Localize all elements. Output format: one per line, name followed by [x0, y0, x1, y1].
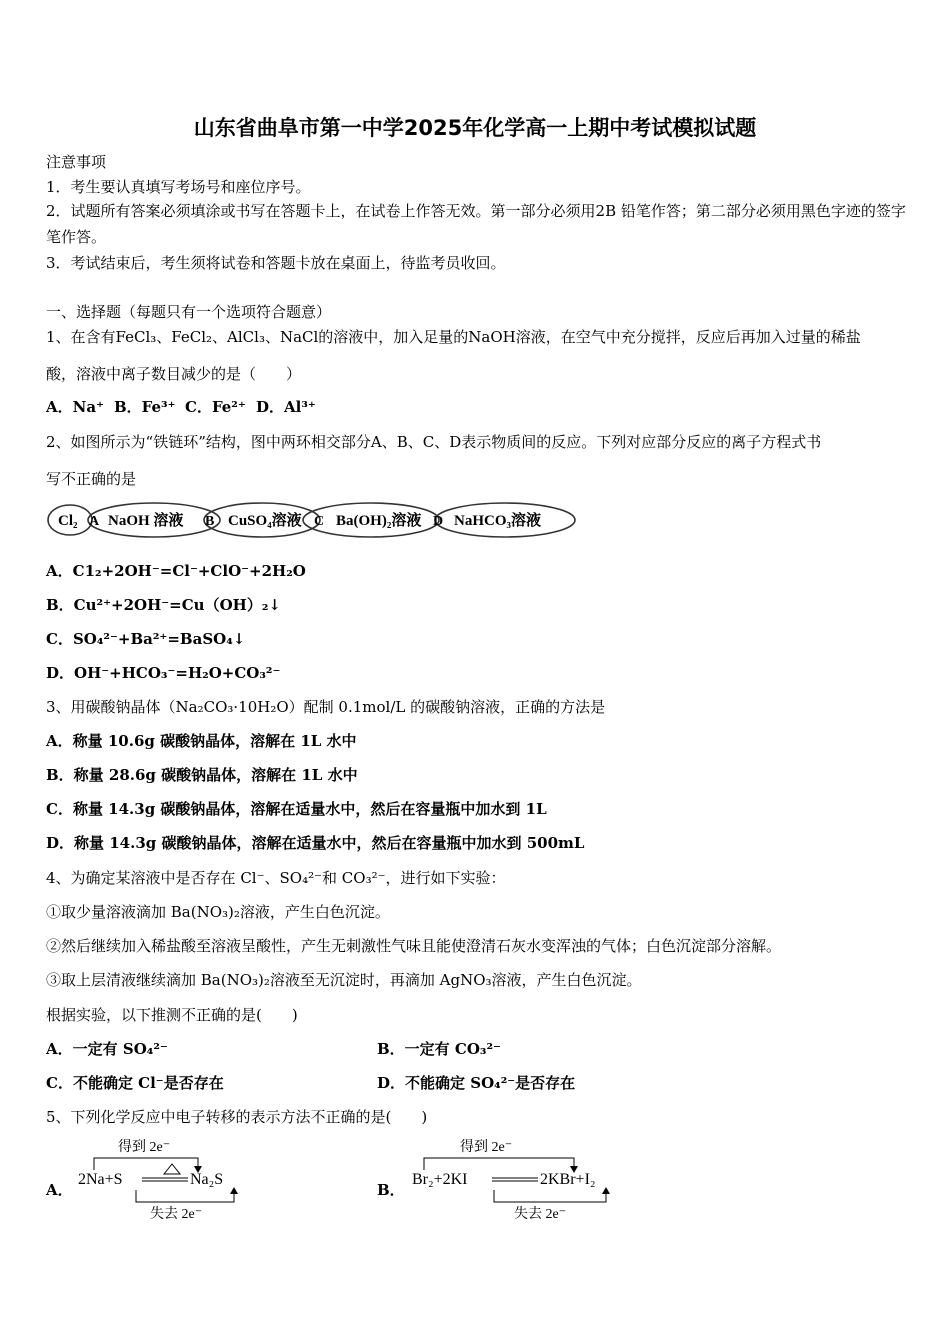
q5-option-a-diagram	[74, 1136, 254, 1222]
q3-option-a: A．称量 10.6g 碳酸钠晶体，溶解在 1L 水中	[46, 732, 357, 750]
q3-option-b: B．称量 28.6g 碳酸钠晶体，溶解在 1L 水中	[46, 766, 358, 784]
notice-heading: 注意事项	[46, 153, 107, 171]
q4-ask: 根据实验，以下推测不正确的是( )	[46, 1006, 298, 1024]
q2-stem: 写不正确的是	[46, 470, 137, 488]
q5-stem: 5、下列化学反应中电子转移的表示方法不正确的是( )	[46, 1108, 428, 1126]
q1-option-c: C．Fe²⁺	[185, 398, 246, 416]
notice-item: 1．考生要认真填写考场号和座位序号。	[46, 178, 311, 196]
q4-option-c: C．不能确定 Cl⁻是否存在	[46, 1074, 224, 1092]
q4-option-d: D．不能确定 SO₄²⁻是否存在	[377, 1074, 576, 1092]
q1-option-a: A．Na⁺	[46, 398, 104, 416]
q5-option-b-label: B．	[377, 1181, 405, 1199]
iron-chain-diagram	[46, 500, 578, 540]
q4-option-b: B．一定有 CO₃²⁻	[377, 1040, 501, 1058]
notice-item: 3．考试结束后，考生须将试卷和答题卡放在桌面上，待监考员收回。	[46, 254, 506, 272]
q4-stem: 4、为确定某溶液中是否存在 Cl⁻、SO₄²⁻和 CO₃²⁻，进行如下实验：	[46, 869, 506, 887]
equation-left: Br₂+2KI	[412, 1171, 468, 1188]
q2-stem: 2、如图所示为“铁链环”结构，图中两环相交部分A、B、C、D表示物质间的反应。下列对应部分反应的离子方程式书	[46, 433, 822, 451]
equation-right: Na₂S	[190, 1171, 224, 1188]
q4-step: ②然后继续加入稀盐酸至溶液呈酸性，产生无刺激性气味且能使澄清石灰水变浑浊的气体；白色沉淀部分溶解。	[46, 937, 782, 955]
section-heading: 一、选择题（每题只有一个选项符合题意）	[46, 303, 332, 321]
q5-option-b-diagram	[410, 1136, 630, 1222]
chain-label: CuSO₄溶液	[228, 513, 302, 529]
electron-gain-label: 得到 2e⁻	[118, 1140, 171, 1155]
q3-stem: 3、用碳酸钠晶体（Na₂CO₃·10H₂O）配制 0.1mol/L 的碳酸钠溶液，正确的方法是	[46, 698, 606, 716]
chain-label: NaHCO₃溶液	[454, 513, 541, 529]
q5-option-a-label: A．	[46, 1181, 73, 1199]
q4-step: ③取上层清液继续滴加 Ba(NO₃)₂溶液至无沉淀时，再滴加 AgNO₃溶液，产生白色沉淀。	[46, 971, 642, 989]
q1-option-b: B．Fe³⁺	[114, 398, 176, 416]
notice-item: 2．试题所有答案必须填涂或书写在答题卡上，在试卷上作答无效。第一部分必须用2B 铅笔作答；第二部分必须用黑色字迹的签字笔作答。	[46, 202, 906, 246]
q2-option-a: A．C1₂+2OH⁻=Cl⁻+ClO⁻+2H₂O	[46, 562, 306, 580]
page-title: 山东省曲阜市第一中学2025年化学高一上期中考试模拟试题	[193, 116, 757, 140]
electron-gain-label: 得到 2e⁻	[460, 1140, 513, 1155]
q3-option-d: D．称量 14.3g 碳酸钠晶体，溶解在适量水中，然后在容量瓶中加水到 500mL	[46, 834, 585, 852]
chain-label: NaOH 溶液	[108, 513, 184, 529]
chain-label: Ba(OH)₂溶液	[336, 513, 422, 529]
equation-left: 2Na+S	[78, 1171, 123, 1188]
electron-loss-label: 失去 2e⁻	[514, 1207, 567, 1222]
chain-joint: A	[89, 514, 100, 529]
q1-stem: 酸，溶液中离子数目减少的是（ ）	[46, 365, 302, 383]
q3-option-c: C．称量 14.3g 碳酸钠晶体，溶解在适量水中，然后在容量瓶中加水到 1L	[46, 800, 547, 818]
q2-option-b: B．Cu²⁺+2OH⁻=Cu（OH）₂↓	[46, 596, 281, 614]
chain-joint: C	[314, 514, 325, 529]
q1-stem: 1、在含有FeCl₃、FeCl₂、AlCl₃、NaCl的溶液中，加入足量的NaOH溶液，在空气中充分搅拌，反应后再加入过量的稀盐	[46, 328, 861, 346]
q1-option-d: D．Al³⁺	[256, 398, 316, 416]
q2-option-c: C．SO₄²⁻+Ba²⁺=BaSO₄↓	[46, 630, 246, 648]
chain-joint: D	[433, 514, 444, 529]
q2-option-d: D．OH⁻+HCO₃⁻=H₂O+CO₃²⁻	[46, 664, 281, 682]
heat-triangle-icon	[164, 1164, 180, 1174]
electron-loss-label: 失去 2e⁻	[150, 1207, 203, 1222]
equation-right: 2KBr+I₂	[540, 1171, 596, 1188]
chain-label: Cl₂	[58, 513, 78, 529]
q4-option-a: A．一定有 SO₄²⁻	[46, 1040, 168, 1058]
q4-step: ①取少量溶液滴加 Ba(NO₃)₂溶液，产生白色沉淀。	[46, 903, 390, 921]
chain-joint: B	[205, 514, 215, 529]
